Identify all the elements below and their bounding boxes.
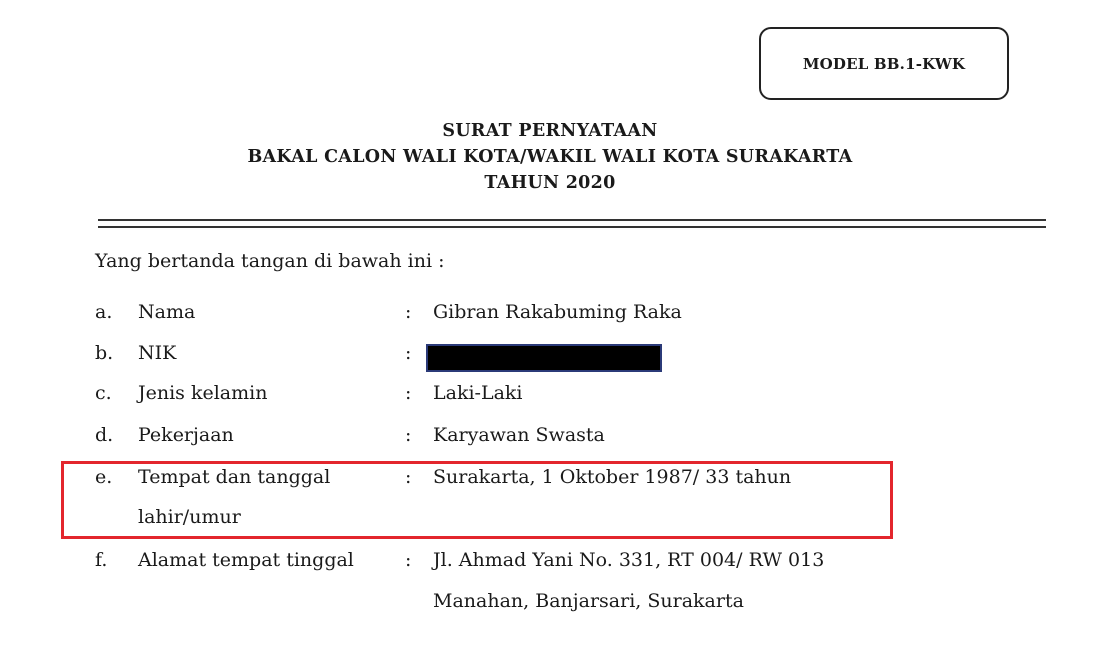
field-label: Pekerjaan xyxy=(138,424,234,446)
title-line-3: TAHUN 2020 xyxy=(484,173,616,193)
field-colon: : xyxy=(405,549,412,571)
field-value: Karyawan Swasta xyxy=(433,424,605,446)
field-value: Laki-Laki xyxy=(433,382,523,404)
divider-top xyxy=(98,219,1046,221)
field-letter: e. xyxy=(95,466,113,488)
model-label-box xyxy=(759,27,1009,100)
divider-bottom xyxy=(98,226,1046,228)
field-colon: : xyxy=(405,342,412,364)
field-value: Surakarta, 1 Oktober 1987/ 33 tahun xyxy=(433,466,792,488)
title-line-1: SURAT PERNYATAAN xyxy=(442,121,658,141)
field-value-continuation: Manahan, Banjarsari, Surakarta xyxy=(433,590,744,612)
field-colon: : xyxy=(405,301,412,323)
field-letter: c. xyxy=(95,382,112,404)
field-value: Jl. Ahmad Yani No. 331, RT 004/ RW 013 xyxy=(433,549,825,571)
field-label: Nama xyxy=(138,301,196,323)
field-colon: : xyxy=(405,466,412,488)
field-label-continuation: lahir/umur xyxy=(138,506,241,528)
field-value: Gibran Rakabuming Raka xyxy=(433,301,682,323)
field-letter: f. xyxy=(95,549,108,571)
field-letter: b. xyxy=(95,342,114,364)
field-label: Tempat dan tanggal xyxy=(138,466,331,488)
intro-text: Yang bertanda tangan di bawah ini : xyxy=(95,250,445,272)
title-line-2: BAKAL CALON WALI KOTA/WAKIL WALI KOTA SURAKARTA xyxy=(247,147,853,167)
field-label: Jenis kelamin xyxy=(138,382,268,404)
field-letter: a. xyxy=(95,301,113,323)
highlight-box xyxy=(61,461,893,539)
field-label: NIK xyxy=(138,342,177,364)
field-colon: : xyxy=(405,382,412,404)
document-title xyxy=(100,118,1000,196)
field-letter: d. xyxy=(95,424,114,446)
redacted-nik-block xyxy=(428,346,660,370)
model-label: MODEL BB.1-KWK xyxy=(802,54,966,73)
field-label: Alamat tempat tinggal xyxy=(138,549,354,571)
field-colon: : xyxy=(405,424,412,446)
